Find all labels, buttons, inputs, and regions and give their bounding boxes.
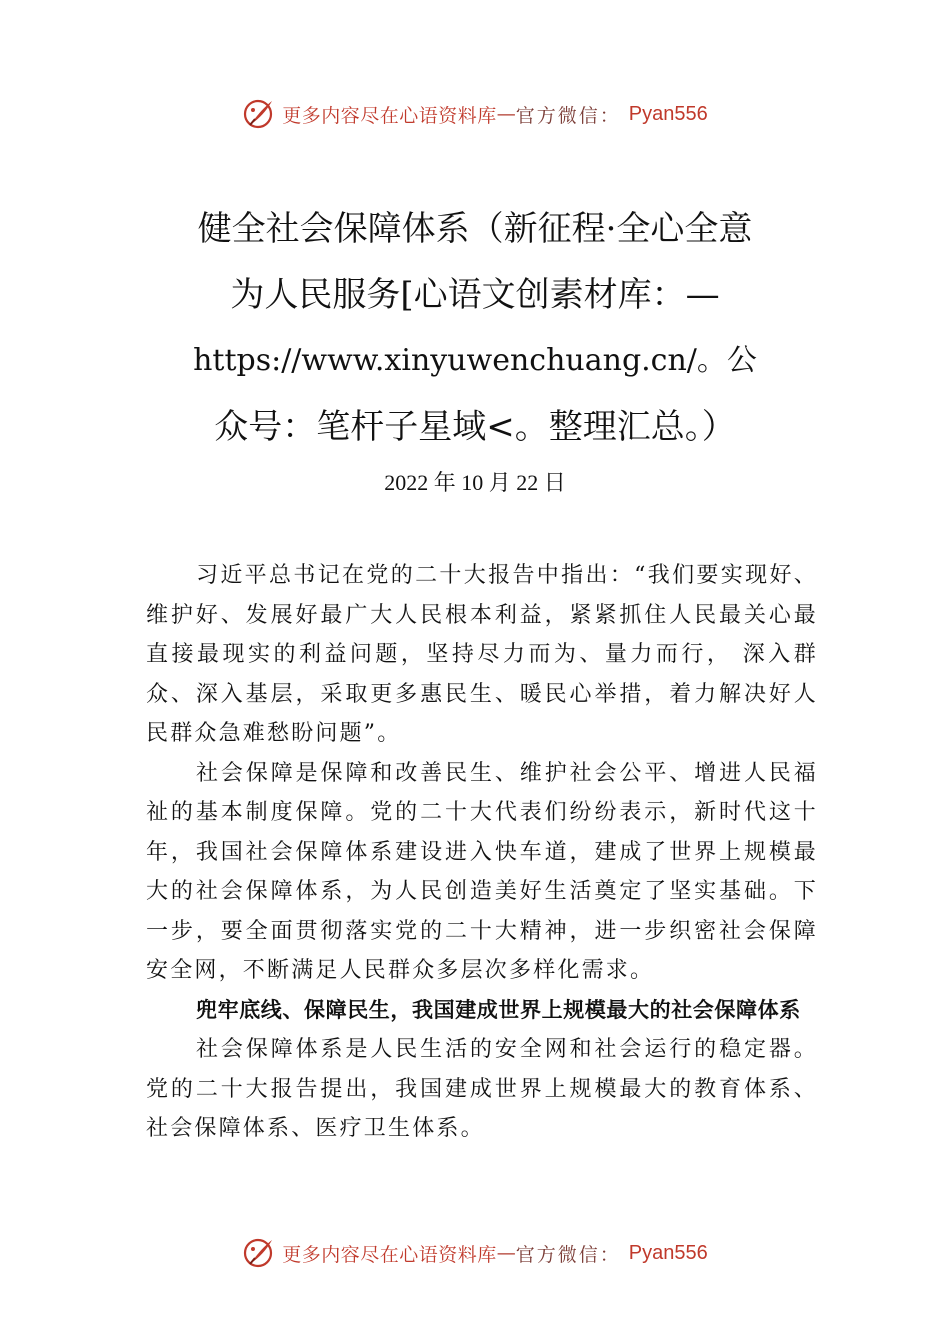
banner-official: 官方微信: [515, 1243, 600, 1266]
feather-pen-circle-icon: [242, 1236, 276, 1270]
section-heading: 兜牢底线、保障民生，我国建成世界上规模最大的社会保障体系: [196, 997, 801, 1022]
banner-colon: ：: [599, 104, 619, 127]
title-line-2: 为人民服务[心语文创素材库：—: [230, 275, 720, 315]
paragraph-1: 习近平总书记在党的二十大报告中指出：“我们要实现好、维护好、发展好最广大人民根本利益，紧紧抓住人民最关心最直接最现实的利益问题，坚持尽力而为、量力而行， 深入群众、深入基层，采取更多惠民生、暖民心举措，着力解决好人民群众急难愁盼问题”。: [146, 563, 818, 746]
banner-colon: ：: [599, 1243, 619, 1266]
banner-official: 官方微信: [515, 104, 600, 127]
title-line-3: https://www.xinyuwenchuang.cn/。公: [193, 343, 757, 378]
feather-pen-circle-icon: [242, 97, 276, 131]
publish-date: 2022 年 10 月 22 日: [384, 470, 566, 495]
paragraph-2: 社会保障是保障和改善民生、维护社会公平、增进人民福祉的基本制度保障。党的二十大代表们纷纷表示，新时代这十年，我国社会保障体系建设进入快车道，建成了世界上规模最大的社会保障体系，为人民创造美好生活奠定了坚实基础。下一步，要全面贯彻落实党的二十大精神，进一步织密社会保障安全网，不断满足人民群众多层次多样化需求。: [146, 760, 818, 983]
paragraph-3: 社会保障体系是人民生活的安全网和社会运行的稳定器。党的二十大报告提出，我国建成世界上规模最大的教育体系、社会保障体系、医疗卫生体系。: [146, 1037, 818, 1141]
banner-text: 更多内容尽在心语资料库: [282, 1243, 497, 1266]
page-title: [150, 196, 800, 460]
header-banner: [0, 94, 950, 134]
article-body: [146, 556, 818, 1149]
footer-banner: [0, 1233, 950, 1273]
title-line-1: 健全社会保障体系（新征程·全心全意: [197, 209, 753, 249]
banner-wechat-id: Pyan556: [628, 1241, 708, 1264]
title-line-4: 众号：笔杆子星域<。整理汇总。）: [214, 407, 736, 447]
banner-wechat-id: Pyan556: [628, 102, 708, 125]
banner-dash: —: [496, 103, 516, 125]
banner-dash: —: [496, 1242, 516, 1264]
banner-text: 更多内容尽在心语资料库: [282, 104, 497, 127]
